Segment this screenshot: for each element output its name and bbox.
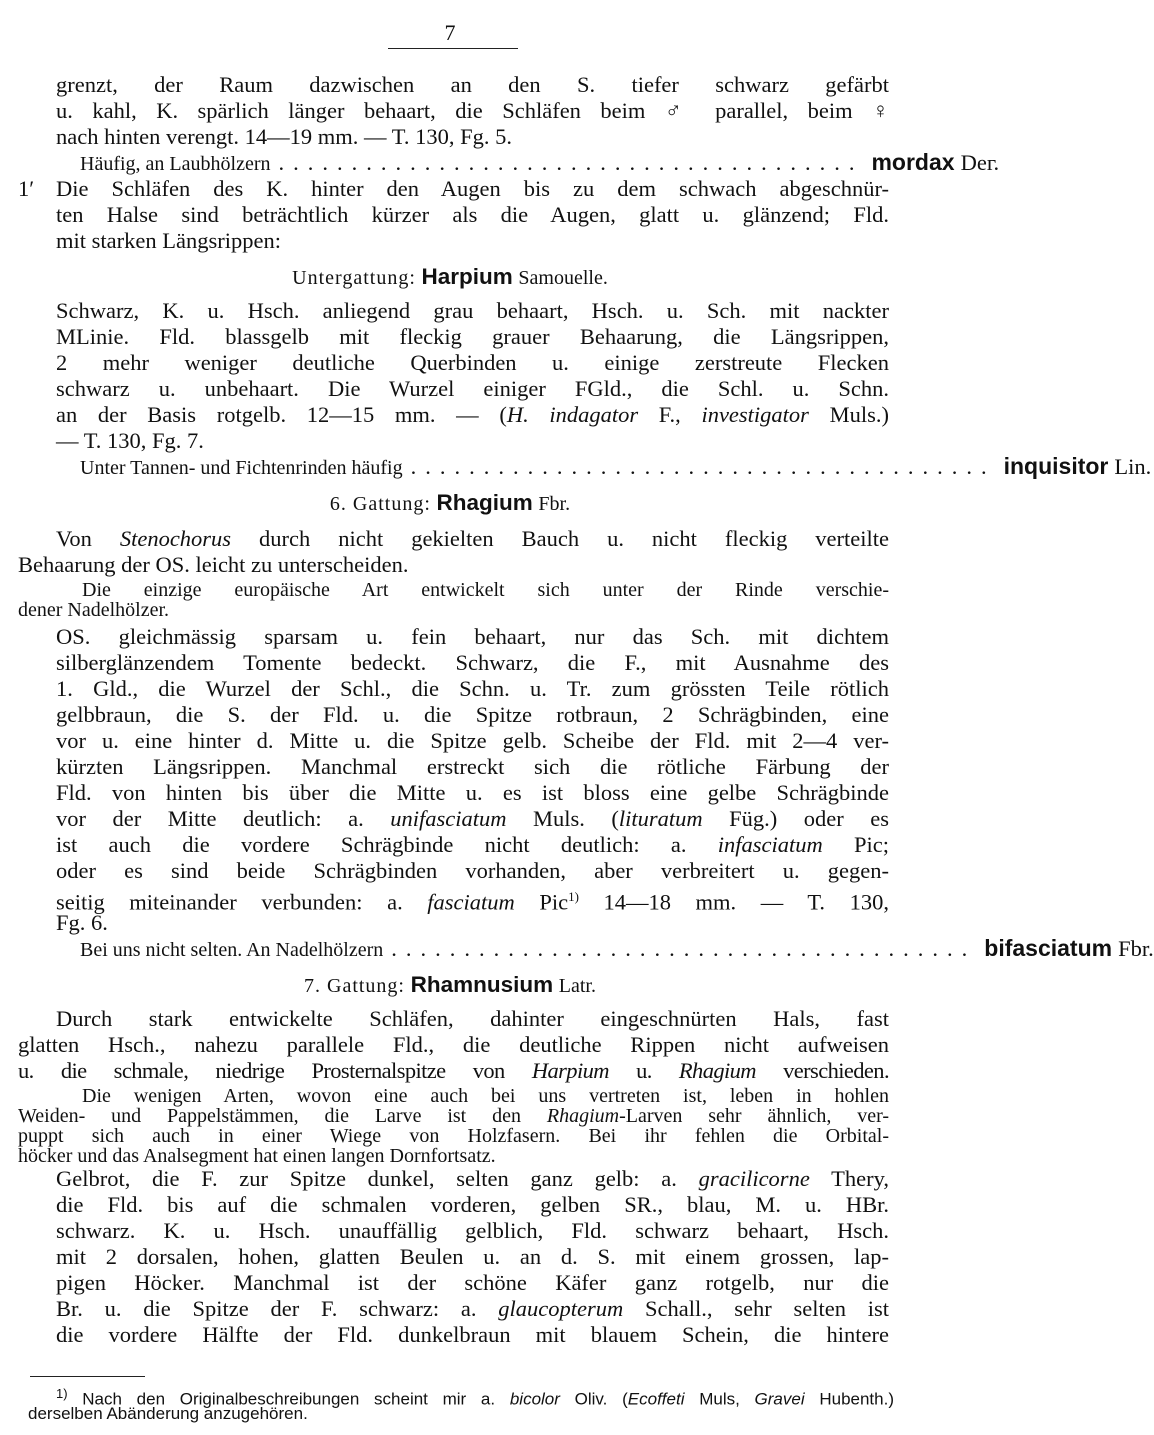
text-line: Von Stenochorus durch nicht gekielten Bauch u. nicht fleckig verteilte: [56, 526, 890, 551]
species-name: bifasciatum: [984, 935, 1113, 961]
text-line: glatten Hsch., nahezu parallele Fld., die deutliche Rippen nicht aufweisen: [18, 1032, 889, 1057]
text-line: grenzt, der Raum dazwischen an den S. tiefer schwarz gefärbt: [56, 72, 889, 97]
text-line: vor u. eine hinter d. Mitte u. die Spitze gelb. Scheibe der Fld. mit 2—4 ver-: [56, 728, 889, 753]
genus-name: Rhamnusium: [410, 972, 554, 997]
text-line-small: höcker und das Analsegment hat einen langen Dornfortsatz.: [18, 1145, 496, 1167]
text-line: Fld. von hinten bis über die Mitte u. es ist bloss eine gelbe Schrägbinde: [56, 780, 889, 805]
dot-leader: ........................................: [410, 454, 996, 479]
species-line-bifasciatum: [56, 935, 1154, 963]
dot-leader: ........................................: [391, 936, 977, 961]
genus-name: Rhagium: [436, 490, 533, 515]
species-name: mordax: [871, 149, 955, 175]
text-line: u. die schmale, niedrige Prosternalspitze von Harpium u. Rhagium verschieden.: [18, 1058, 889, 1083]
text-line: an der Basis rotgelb. 12—15 mm. — (H. indagator F., investigator Muls.): [56, 402, 889, 427]
subgenus-author: Samouelle.: [518, 267, 608, 289]
text-line: nach hinten verengt. 14—19 mm. — T. 130, Fg. 5.: [56, 124, 512, 149]
text-line: Br. u. die Spitze der F. schwarz: a. glaucopterum Schall., sehr selten ist: [56, 1296, 890, 1321]
text-line: mit 2 dorsalen, hohen, glatten Beulen u. an d. S. mit einem grossen, lap-: [56, 1244, 889, 1269]
text-line: Die Schläfen des K. hinter den Augen bis zu dem schwach abgeschnür-: [56, 176, 889, 201]
text-line: vor der Mitte deutlich: a. unifasciatum Muls. (lituratum Füg.) oder es: [56, 806, 890, 831]
genus-heading-7: 7. Gattung: Rhamnusium Latr.: [304, 972, 596, 997]
text-line: MLinie. Fld. blassgelb mit fleckig grauer Behaarung, die Längsrippen,: [56, 324, 889, 349]
species-author: Lin.: [1114, 454, 1152, 479]
genus-heading-6: 6. Gattung: Rhagium Fbr.: [329, 490, 571, 515]
text-line: Behaarung der OS. leicht zu unterscheiden.: [18, 552, 409, 577]
text-line: Gelbrot, die F. zur Spitze dunkel, selten ganz gelb: a. gracilicorne Thery,: [56, 1166, 889, 1191]
text-line: schwarz u. unbehaart. Die Wurzel einiger FGld., die Schl. u. Schn.: [56, 376, 889, 401]
text-line: gelbbraun, die S. der Fld. u. die Spitze rotbraun, 2 Schrägbinden, eine: [56, 702, 889, 727]
footnote-rule: [30, 1376, 145, 1377]
text-line: OS. gleichmässig sparsam u. fein behaart, nur das Sch. mit dichtem: [56, 624, 889, 649]
text-line: ist auch die vordere Schrägbinde nicht deutlich: a. infasciatum Pic;: [56, 832, 889, 857]
text-line-small: Die wenigen Arten, wovon eine auch bei uns vertreten ist, leben in hohlen: [82, 1085, 889, 1107]
text-line: ten Halse sind beträchtlich kürzer als die Augen, glatt u. glänzend; Fld.: [56, 202, 889, 227]
page-number: 7: [444, 20, 456, 45]
page-number-rule: [388, 48, 518, 49]
subgenus-heading: [0, 264, 900, 291]
text-line: oder es sind beide Schrägbinden vorhanden, aber verbreitert u. gegen-: [56, 858, 889, 883]
text-line-small: dener Nadelhölzer.: [18, 599, 170, 621]
text-line: 2 mehr weniger deutliche Querbinden u. einige zerstreute Flecken: [56, 350, 889, 375]
text-line: 1. Gld., die Wurzel der Schl., die Schn. u. Tr. zum grössten Teile rötlich: [56, 676, 889, 701]
species-name: inquisitor: [1003, 453, 1109, 479]
species-author: Fbr.: [1118, 936, 1154, 961]
text-line: Schwarz, K. u. Hsch. anliegend grau behaart, Hsch. u. Sch. mit nackter: [56, 298, 889, 323]
species-author: Dег.: [960, 150, 1000, 175]
text-line: — T. 130, Fg. 7.: [56, 428, 204, 453]
subgenus-name: Harpium: [421, 264, 513, 289]
dot-leader: ........................................: [278, 150, 864, 175]
text-line-small: Die einzige europäische Art entwickelt sich unter der Rinde verschie-: [82, 579, 889, 601]
couplet-marker: 1′: [18, 176, 35, 201]
text-line: die vordere Hälfte der Fld. dunkelbraun mit blauem Schein, die hintere: [56, 1322, 889, 1347]
text-line: die Fld. bis auf die schmalen vorderen, gelben SR., blau, M. u. HBr.: [56, 1192, 889, 1217]
footnote-line: derselben Abänderung anzugehören.: [28, 1404, 308, 1423]
habitat-text: Bei uns nicht selten. An Nadelhölzern: [80, 939, 384, 961]
text-line: mit starken Längsrippen:: [56, 228, 281, 253]
text-line-small: Weiden- und Pappelstämmen, die Larve ist den Rhagium-Larven sehr ähnlich, ver-: [18, 1105, 889, 1127]
species-line-inquisitor: [56, 453, 1152, 481]
subgenus-prefix: Untergattung:: [292, 267, 416, 289]
text-line-small: puppt sich auch in einer Wiege von Holzfasern. Bei ihr fehlen die Orbital-: [18, 1125, 889, 1147]
text-line: u. kahl, K. spärlich länger behaart, die Schläfen beim ♂ parallel, beim ♀: [56, 98, 889, 123]
text-line: Durch stark entwickelte Schläfen, dahinter eingeschnürten Hals, fast: [56, 1006, 889, 1031]
text-line: seitig miteinander verbunden: a. fasciatum Pic$^{1)}$ 14—18 mm. — T. 130,: [56, 889, 889, 915]
text-line: Fg. 6.: [56, 910, 108, 935]
text-line: kürzten Längsrippen. Manchmal erstreckt sich die rötliche Färbung der: [56, 754, 889, 779]
text-line: schwarz. K. u. Hsch. unauffällig gelblich, Fld. schwarz behaart, Hsch.: [56, 1218, 889, 1243]
text-line: silberglänzendem Tomente bedeckt. Schwarz, die F., mit Ausnahme des: [56, 650, 889, 675]
habitat-text: Häufig, an Laubhölzern: [80, 153, 271, 175]
habitat-text: Unter Tannen- und Fichtenrinden häufig: [80, 457, 403, 479]
text-line: pigen Höcker. Manchmal ist der schöne Käfer ganz rotgelb, nur die: [56, 1270, 889, 1295]
species-line-mordax: [56, 149, 1000, 177]
footnote-line: $^{1)}$ Nach den Originalbeschreibungen scheint mir a. bicolor Oliv. (Ecoffeti Muls, Gravei Hubenth.): [56, 1386, 894, 1409]
